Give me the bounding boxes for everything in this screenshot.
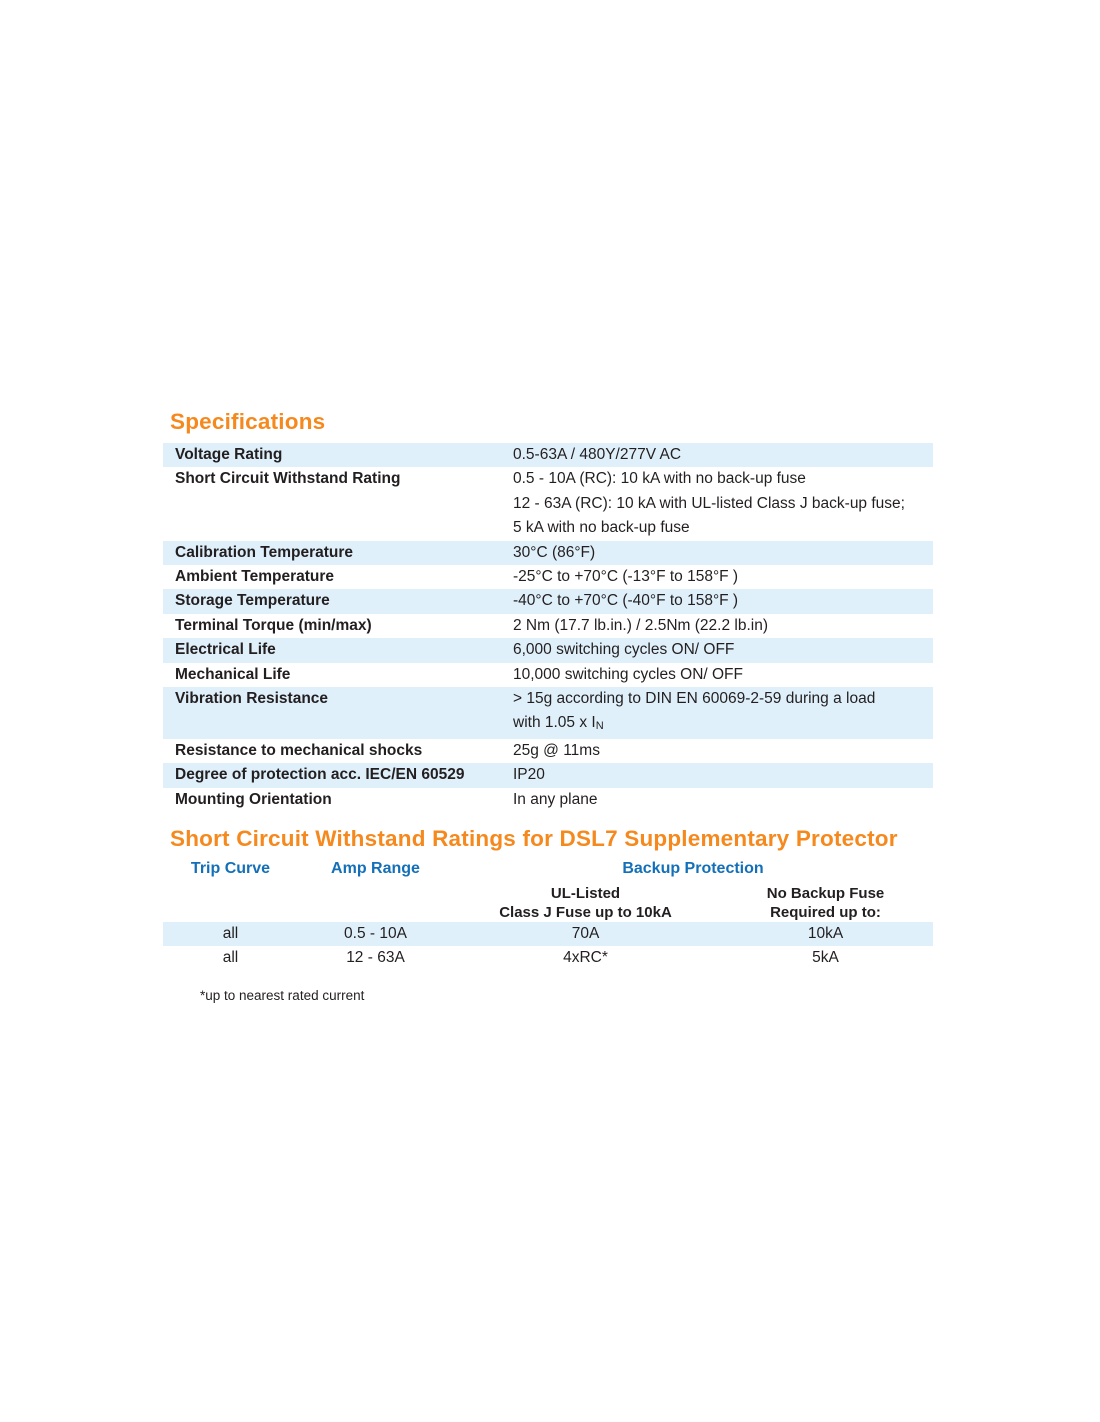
- spec-row-value: [513, 763, 933, 787]
- subheader-spacer: [298, 884, 453, 922]
- subheader-no-backup-fuse-line1: No Backup Fuse: [766, 885, 885, 902]
- spec-row-label: Short Circuit Withstand Rating: [175, 470, 401, 488]
- spec-row-value: [513, 663, 933, 687]
- spec-value-line: 0.5-63A / 480Y/277V AC: [513, 446, 682, 463]
- spec-row: [163, 467, 933, 540]
- spec-value-line: In any plane: [513, 790, 598, 808]
- spec-row-value: [513, 739, 933, 763]
- rating-row: [163, 922, 933, 946]
- spec-row: [163, 687, 933, 739]
- subheader-spacer: [163, 884, 298, 922]
- spec-row-label: Vibration Resistance: [175, 690, 329, 708]
- subheader-ul-listed-line2: Class J Fuse up to 10kA: [499, 904, 672, 921]
- short-circuit-ratings-heading: Short Circuit Withstand Ratings for DSL7 Supplementary Protector: [170, 826, 898, 851]
- rating-cell-ul-listed: 4xRC*: [563, 949, 608, 966]
- spec-row: [163, 541, 933, 565]
- rating-cell-amp-range: 0.5 - 10A: [344, 925, 407, 942]
- spec-value-line: 6,000 switching cycles ON/ OFF: [513, 641, 735, 659]
- short-circuit-ratings-table: [163, 858, 933, 970]
- spec-row-label: Degree of protection acc. IEC/EN 60529: [175, 766, 465, 784]
- spec-row-value: [513, 788, 933, 812]
- spec-value-line: 2 Nm (17.7 lb.in.) / 2.5Nm (22.2 lb.in): [513, 616, 768, 634]
- spec-value-line: 10,000 switching cycles ON/ OFF: [513, 665, 743, 683]
- rating-cell-trip-curve: all: [222, 925, 239, 942]
- short-circuit-table-header: [163, 858, 933, 884]
- spec-row-label: Electrical Life: [175, 641, 276, 659]
- spec-value-subscript: N: [595, 720, 604, 733]
- spec-value-line: 12 - 63A (RC): 10 kA with UL-listed Class J back-up fuse;: [513, 494, 905, 512]
- spec-value-text: with 1.05 x I: [513, 714, 596, 732]
- column-header-trip-curve: Trip Curve: [190, 860, 271, 877]
- spec-value-line: -25°C to +70°C (-13°F to 158°F ): [513, 568, 739, 586]
- spec-row-label: Ambient Temperature: [175, 568, 335, 586]
- subheader-ul-listed: [453, 884, 718, 922]
- spec-row: [163, 763, 933, 787]
- spec-row-value: [513, 638, 933, 662]
- subheader-no-backup-fuse-line2: Required up to:: [770, 904, 881, 921]
- spec-row-value: [513, 565, 933, 589]
- spec-row-label: Mounting Orientation: [175, 790, 332, 808]
- subheader-ul-listed-line1: UL-Listed: [550, 885, 621, 902]
- spec-row-value: [513, 687, 933, 739]
- spec-value-line: 25g @ 11ms: [513, 741, 600, 759]
- spec-row-label: Storage Temperature: [175, 592, 330, 610]
- spec-row-value: [513, 443, 933, 467]
- spec-row: [163, 614, 933, 638]
- spec-row: [163, 739, 933, 763]
- rating-cell-ul-listed: 70A: [571, 925, 600, 942]
- spec-row-value: [513, 614, 933, 638]
- spec-row: [163, 663, 933, 687]
- spec-value-line: IP20: [513, 766, 545, 784]
- spec-value-line: > 15g according to DIN EN 60069-2-59 during a load: [513, 690, 876, 708]
- spec-value-line: 0.5 - 10A (RC): 10 kA with no back-up fuse: [513, 470, 806, 488]
- spec-row-label: Voltage Rating: [175, 446, 283, 463]
- spec-value-line: 30°C (86°F): [513, 543, 596, 561]
- footnote: *up to nearest rated current: [200, 988, 365, 1003]
- rating-cell-no-backup-fuse: 5kA: [812, 949, 839, 966]
- rating-cell-no-backup-fuse: 10kA: [807, 925, 844, 942]
- short-circuit-table-subheader: [163, 884, 933, 922]
- short-circuit-table-body: [163, 922, 933, 970]
- subheader-no-backup-fuse: [718, 884, 933, 922]
- spec-row-label: Mechanical Life: [175, 665, 291, 683]
- spec-row-label: Terminal Torque (min/max): [175, 616, 372, 634]
- column-header-backup-protection: Backup Protection: [622, 860, 764, 877]
- spec-row-label: Resistance to mechanical shocks: [175, 741, 423, 759]
- spec-row: [163, 638, 933, 662]
- spec-row: [163, 565, 933, 589]
- spec-row-value: [513, 467, 933, 540]
- spec-value-line: -40°C to +70°C (-40°F to 158°F ): [513, 592, 739, 610]
- spec-value-line: [513, 711, 933, 738]
- specifications-table: [163, 443, 933, 812]
- spec-value-line: 5 kA with no back-up fuse: [513, 519, 690, 537]
- spec-row: [163, 589, 933, 613]
- rating-row: [163, 946, 933, 970]
- rating-cell-trip-curve: all: [222, 949, 239, 966]
- spec-row-value: [513, 541, 933, 565]
- spec-row: [163, 788, 933, 812]
- spec-row: [163, 443, 933, 467]
- spec-row-value: [513, 589, 933, 613]
- column-header-amp-range: Amp Range: [331, 860, 420, 877]
- spec-row-label: Calibration Temperature: [175, 543, 354, 561]
- rating-cell-amp-range: 12 - 63A: [346, 949, 405, 966]
- specifications-heading: Specifications: [170, 409, 326, 434]
